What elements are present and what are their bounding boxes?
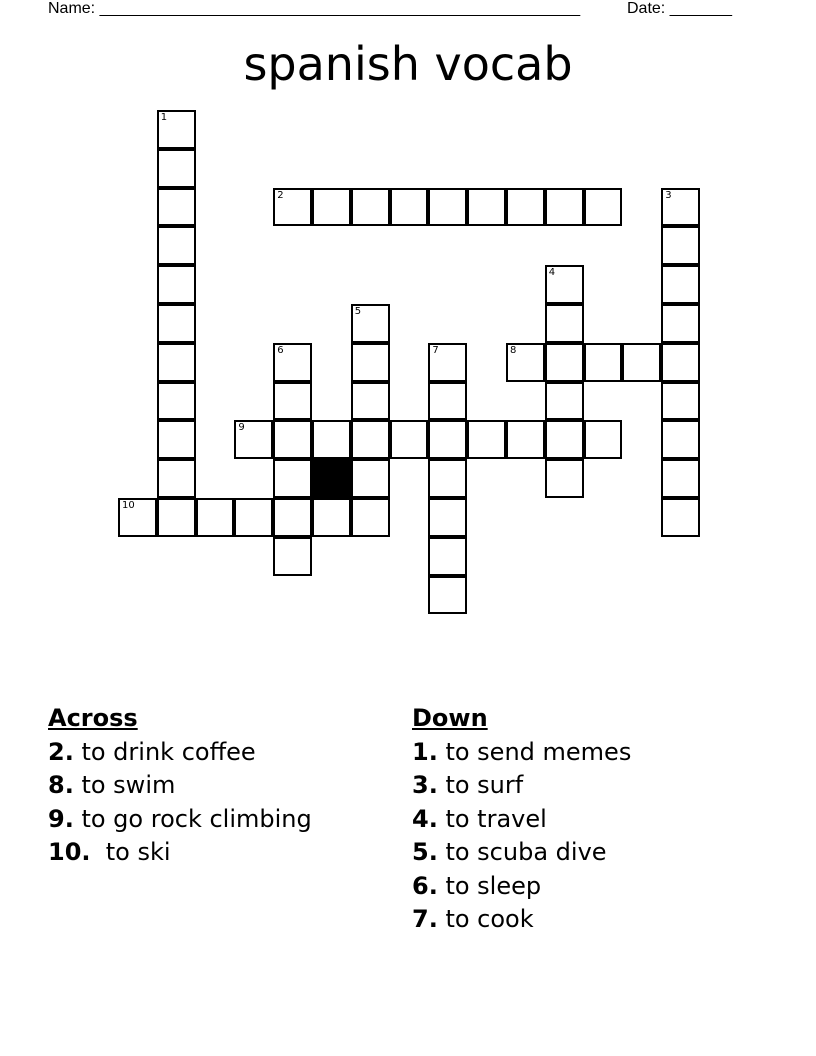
black-cell [312,459,351,498]
grid-cell[interactable] [506,420,545,459]
grid-cell[interactable] [506,343,545,382]
grid-cell[interactable] [661,188,700,227]
clue-down-7: 7. to cook [412,905,534,933]
clue-number: 3 [665,189,672,201]
clue-number: 10 [122,500,135,511]
grid-cell[interactable] [351,304,390,343]
clue-across-9: 9. to go rock climbing [48,804,312,833]
grid-cell[interactable] [157,188,196,227]
grid-cell[interactable] [545,459,584,498]
grid-cell[interactable] [661,304,700,343]
grid-cell[interactable] [661,265,700,304]
clue-number: 6 [277,344,284,356]
grid-cell[interactable] [545,188,584,227]
grid-cell[interactable] [545,304,584,343]
clue-down-3: 3. to surf [412,771,524,799]
grid-cell[interactable] [428,537,467,576]
grid-cell[interactable] [157,265,196,304]
grid-cell[interactable] [157,110,196,149]
grid-cell[interactable] [661,382,700,421]
grid-cell[interactable] [622,343,661,382]
grid-cell[interactable] [273,459,312,498]
grid-cell[interactable] [545,420,584,459]
grid-cell[interactable] [545,382,584,421]
grid-cell[interactable] [234,420,273,459]
clue-down-5: 5. to scuba dive [412,838,607,866]
clue-across-10: 10. to ski [48,838,171,866]
grid-cell[interactable] [351,382,390,421]
grid-cell[interactable] [545,343,584,382]
grid-cell[interactable] [545,265,584,304]
grid-cell[interactable] [351,188,390,227]
grid-cell[interactable] [273,188,312,227]
grid-cell[interactable] [390,420,429,459]
grid-cell[interactable] [428,188,467,227]
grid-cell[interactable] [351,420,390,459]
grid-cell[interactable] [351,498,390,537]
grid-cell[interactable] [157,304,196,343]
grid-cell[interactable] [157,343,196,382]
grid-cell[interactable] [157,498,196,537]
down-clues [412,702,631,937]
grid-cell[interactable] [196,498,235,537]
grid-cell[interactable] [273,343,312,382]
clue-across-8: 8. to swim [48,771,176,799]
grid-cell[interactable] [157,459,196,498]
clue-across-2: 2. to drink coffee [48,737,256,766]
grid-cell[interactable] [351,459,390,498]
grid-cell[interactable] [661,459,700,498]
grid-cell[interactable] [428,498,467,537]
clue-number: 8 [510,344,517,356]
grid-cell[interactable] [157,149,196,188]
grid-cell[interactable] [351,343,390,382]
grid-cell[interactable] [584,343,623,382]
grid-cell[interactable] [467,188,506,227]
clue-number: 2 [277,189,284,201]
clue-number: 4 [548,267,556,279]
grid-cell[interactable] [661,343,700,382]
grid-cell[interactable] [428,420,467,459]
grid-cell[interactable] [157,226,196,265]
clue-down-6: 6. to sleep [412,871,542,900]
down-heading: Down [412,704,488,732]
clue-down-4: 4. to travel [412,804,547,833]
grid-cell[interactable] [390,188,429,227]
grid-cell[interactable] [467,420,506,459]
grid-cell[interactable] [506,188,545,227]
clue-number: 9 [238,422,245,434]
grid-cell[interactable] [273,420,312,459]
grid-cell[interactable] [428,343,467,382]
grid-cell[interactable] [273,382,312,421]
grid-cell[interactable] [428,459,467,498]
clue-number: 5 [354,306,362,317]
grid-cell[interactable] [584,420,623,459]
grid-cell[interactable] [312,188,351,227]
clue-down-1: 1. to send memes [412,737,632,766]
grid-cell[interactable] [661,420,700,459]
grid-cell[interactable] [273,498,312,537]
name-field-label: Name: ______________________________________________________ [48,0,581,17]
grid-cell[interactable] [234,498,273,537]
date-field-label: Date: _______ [627,0,732,17]
across-heading: Across [48,704,138,732]
grid-cell[interactable] [661,498,700,537]
puzzle-title: spanish vocab [243,37,573,91]
grid-cell[interactable] [584,188,623,227]
clue-number: 7 [432,344,439,356]
grid-cell[interactable] [118,498,157,537]
grid-cell[interactable] [273,537,312,576]
grid-cell[interactable] [661,226,700,265]
across-clues [48,702,312,870]
grid-cell[interactable] [428,576,467,615]
grid-cell[interactable] [312,420,351,459]
grid-cell[interactable] [157,420,196,459]
grid-cell[interactable] [157,382,196,421]
clue-number: 1 [160,112,168,123]
grid-cell[interactable] [428,382,467,421]
grid-cell[interactable] [312,498,351,537]
